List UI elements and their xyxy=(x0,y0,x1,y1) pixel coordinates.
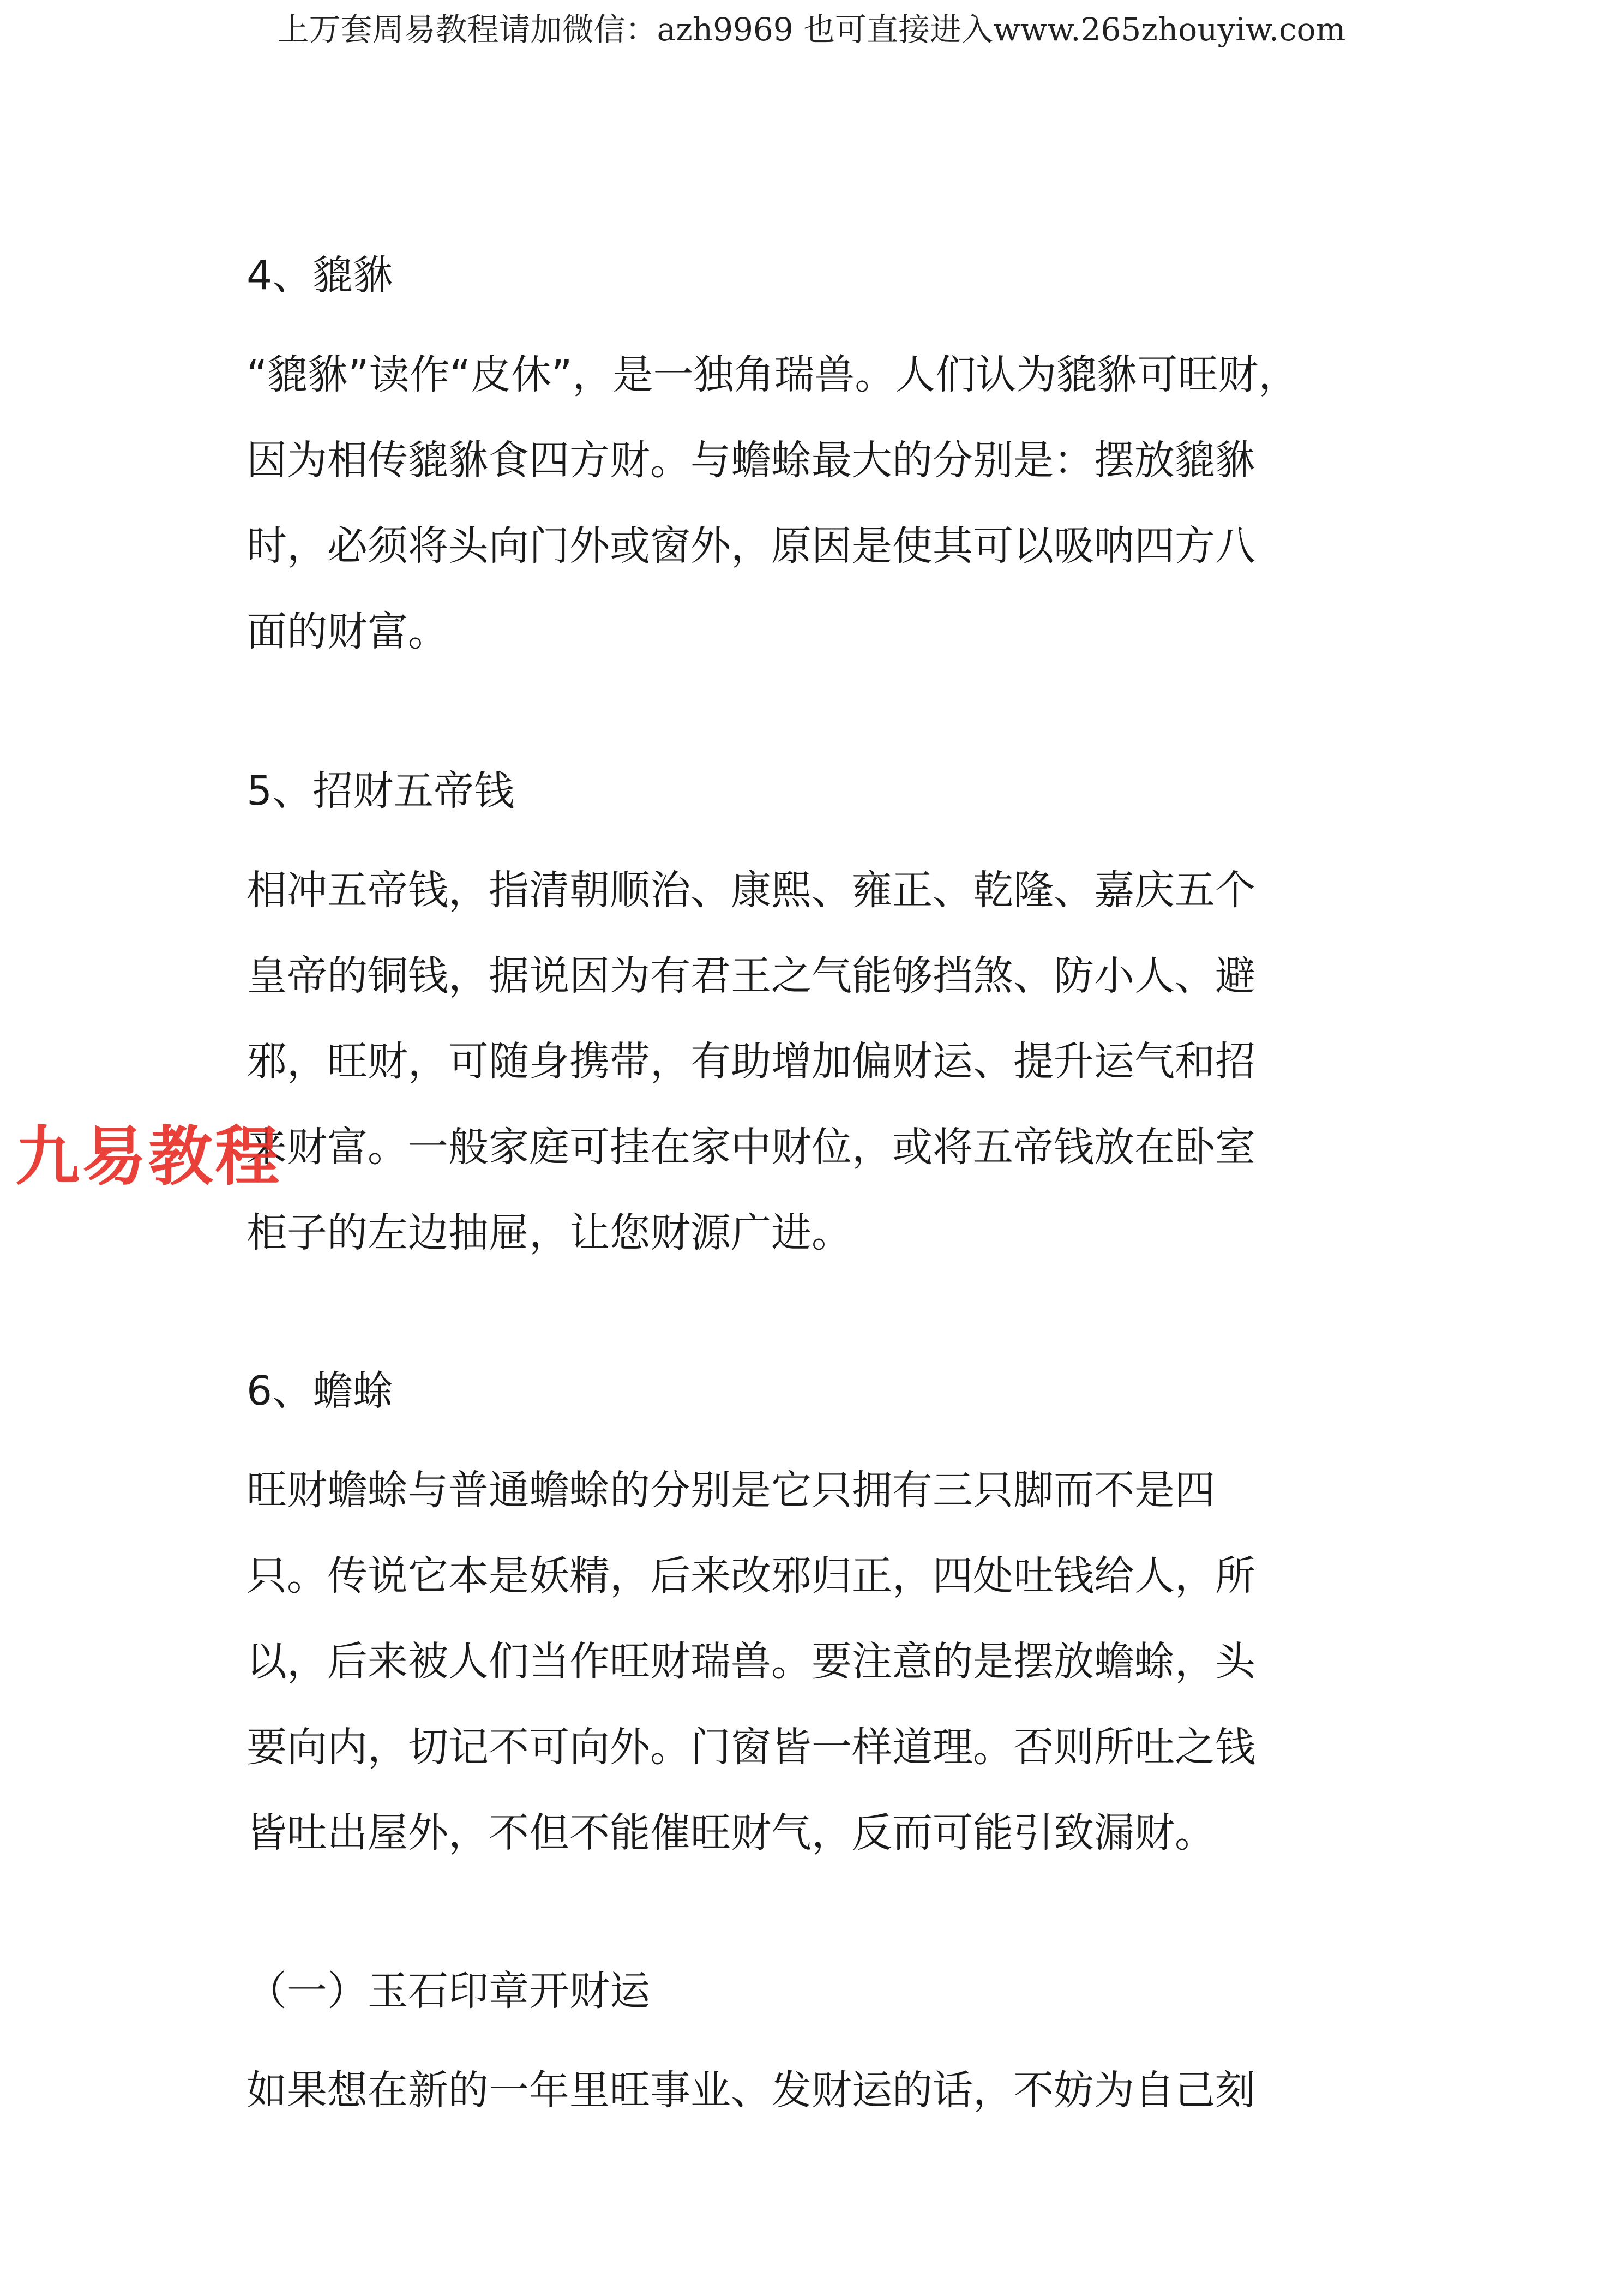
section-title: （一）玉石印章开财运 xyxy=(247,1968,650,2015)
section-title: 4、貔貅 xyxy=(247,252,394,299)
section-title: 6、蟾蜍 xyxy=(247,1368,394,1414)
section-toad xyxy=(247,1364,1381,1876)
section-body: 旺财蟾蜍与普通蟾蜍的分别是它只拥有三只脚而不是四 只。传说它本是妖精，后来改邪归正，四处吐钱给人，所 以，后来被人们当作旺财瑞兽。要注意的是摆放蟾蜍，头 要向内，切记不可向外。门窗皆一样道理。否则所吐之钱 皆吐出屋外，不但不能催旺财气，反而可能引致漏财。 xyxy=(247,1467,1255,1856)
section-pixiu xyxy=(247,248,1381,675)
section-jade-seal xyxy=(247,1964,1381,2133)
section-body: “貔貅”读作“皮休”，是一独角瑞兽。人们认为貔貅可旺财， 因为相传貔貅食四方财。与蟾蜍最大的分别是：摆放貔貅 时，必须将头向门外或窗外，原因是使其可以吸呐四方八 面的财富。 xyxy=(247,351,1299,655)
section-body: 如果想在新的一年里旺事业、发财运的话，不妨为自己刻 xyxy=(247,2067,1255,2114)
watermark-logo: 九易教程 xyxy=(15,1119,282,1194)
section-five-emperor-coins xyxy=(247,764,1381,1276)
section-body: 相冲五帝钱，指清朝顺治、康熙、雍正、乾隆、嘉庆五个 皇帝的铜钱，据说因为有君王之气能够挡煞、防小人、避 邪，旺财，可随身携带，有助增加偏财运、提升运气和招 来财富。一般家庭可挂在家中财位，或将五帝钱放在卧室 柜子的左边抽屉，让您财源广进。 xyxy=(247,867,1255,1256)
page-header: 上万套周易教程请加微信：azh9969 也可直接进入www.265zhouyiw.com xyxy=(277,11,1346,48)
section-title: 5、招财五帝钱 xyxy=(247,768,515,814)
